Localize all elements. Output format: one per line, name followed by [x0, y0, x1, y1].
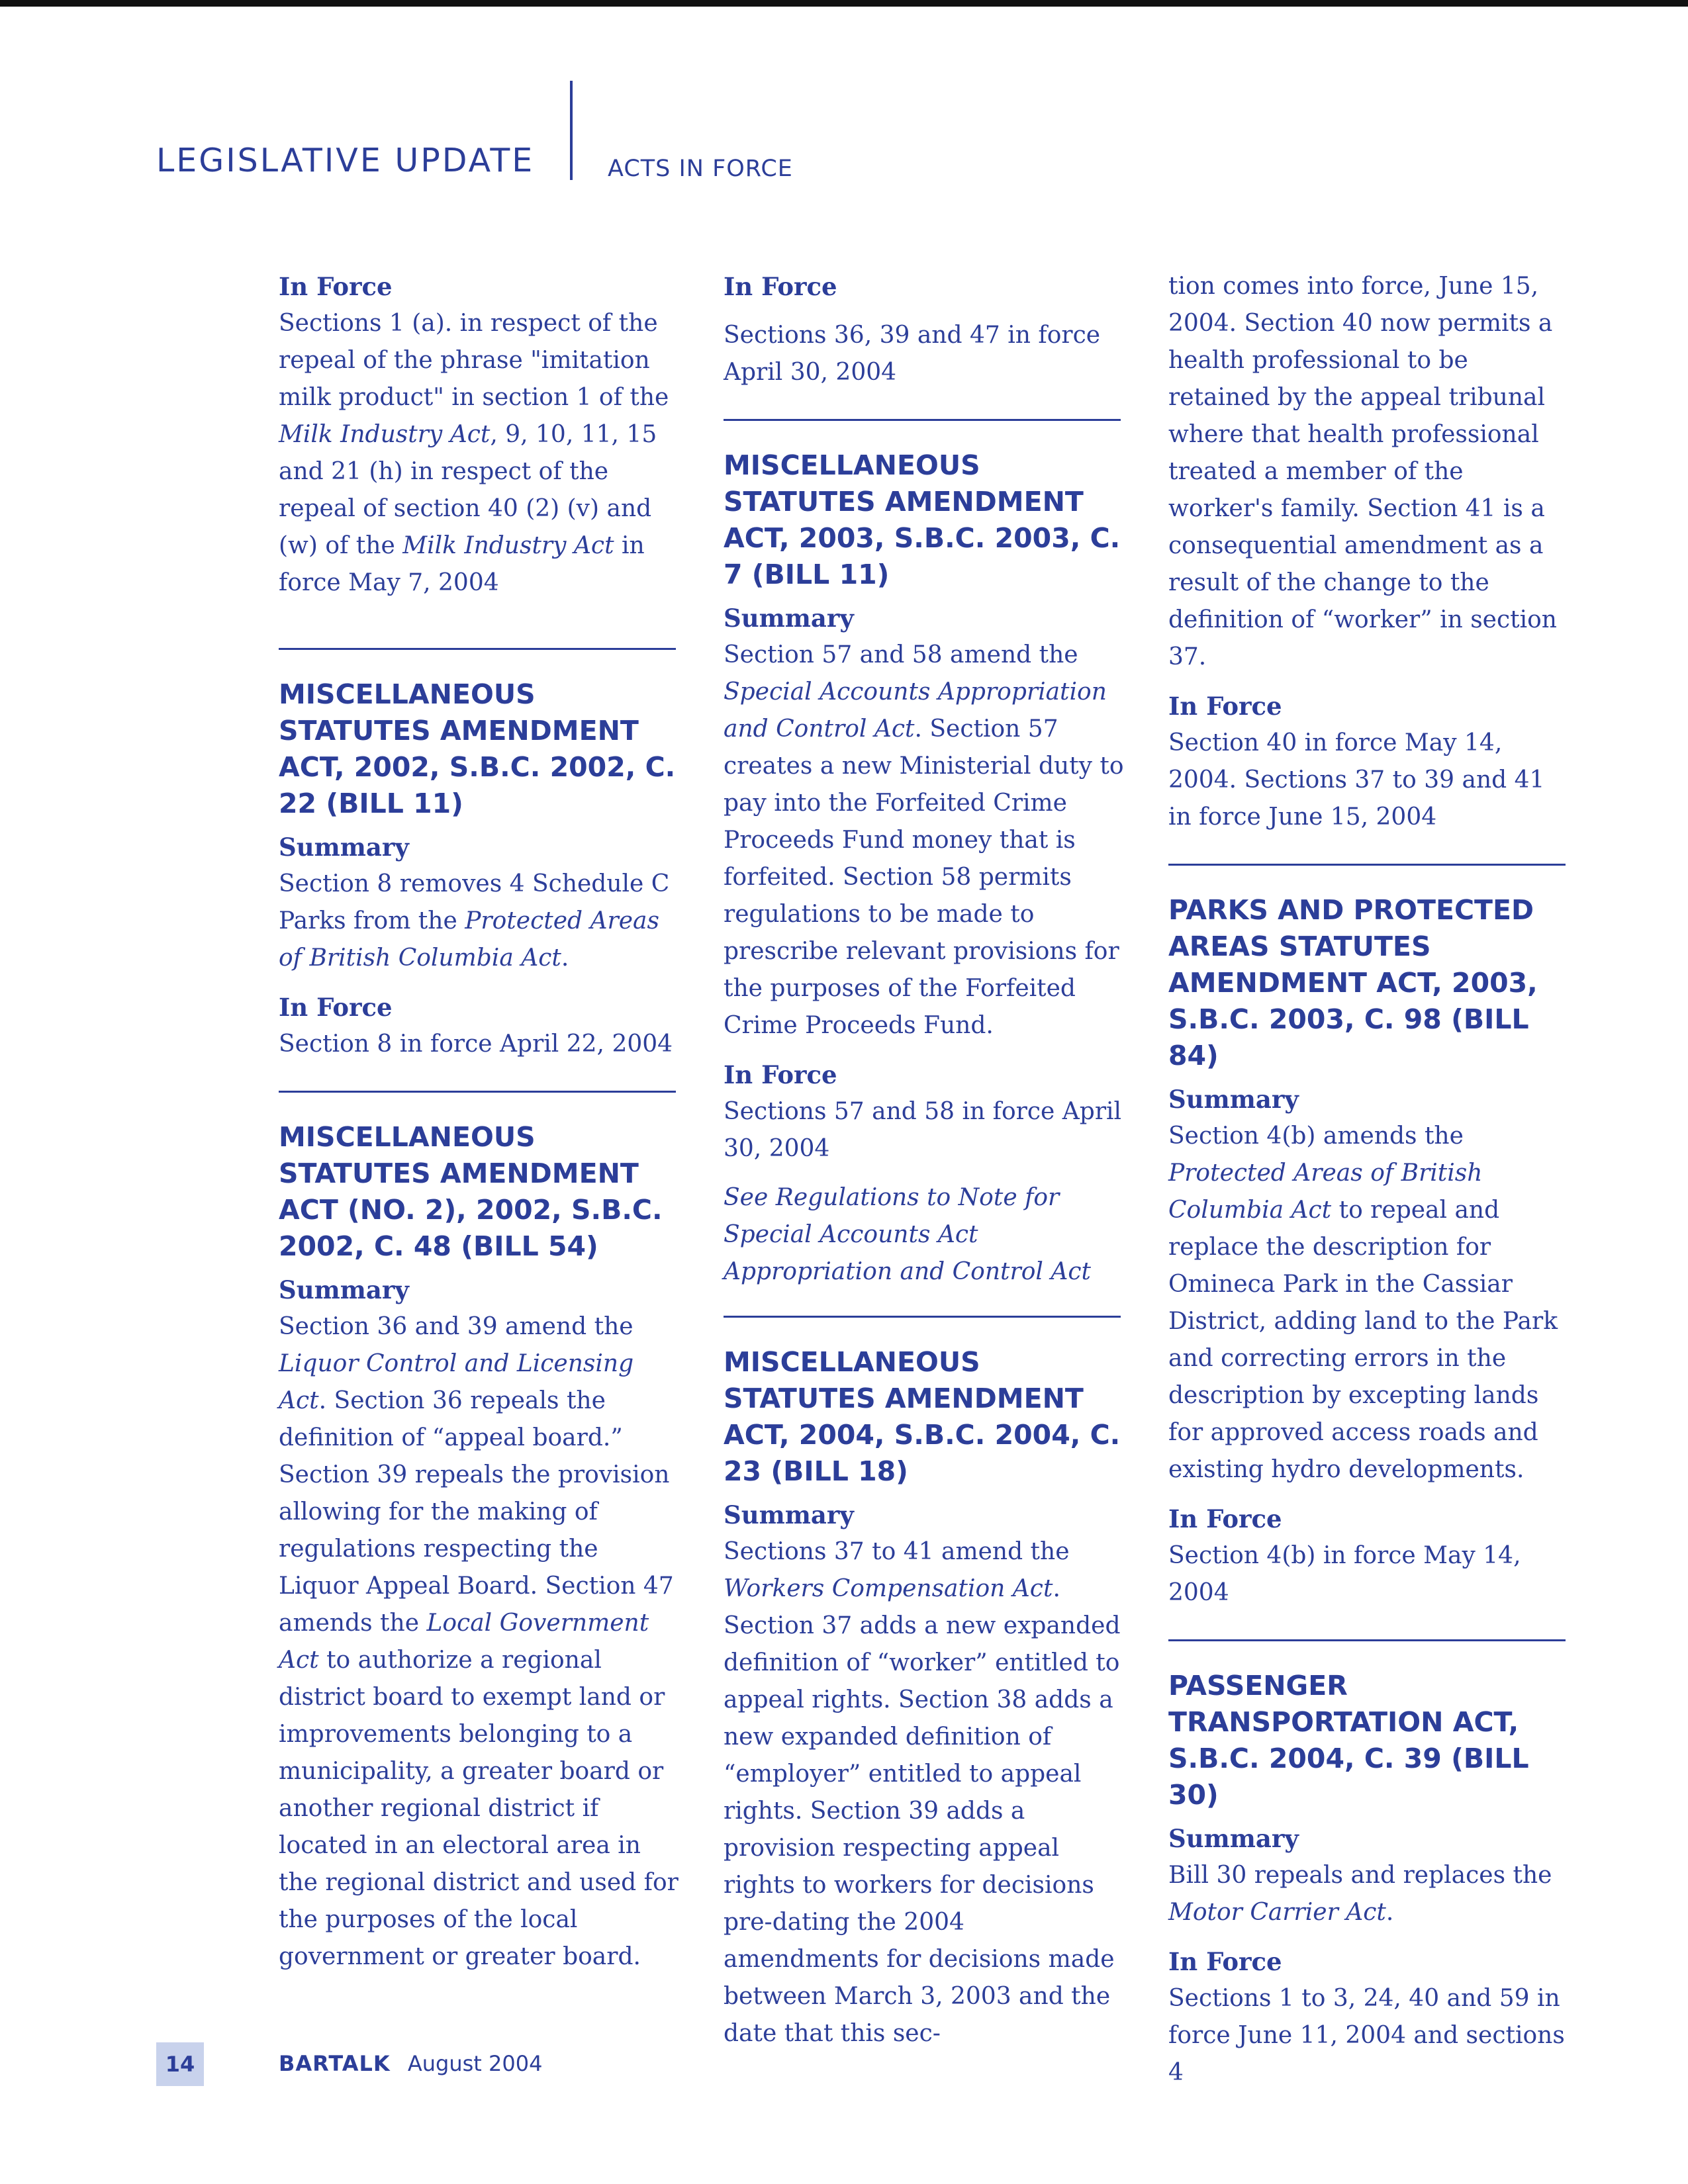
- summary-text: Section 36 and 39 amend the Liquor Control and Licensing Act. Section 36 repeals the definition of “appeal board.” Section 39 repeals the provision allowing for the making of regulations respecting the Liquor Appeal Board. Section 47 amends the Local Government Act to authorize a regional district board to exempt land or improvements belonging to a municipality, a greater board or another regional district if located in an electoral area in the regional district and used for the purposes of the local government or greater board.: [279, 1313, 679, 1970]
- summary-text: Bill 30 repeals and replaces the Motor Carrier Act.: [1168, 1862, 1552, 1926]
- in-force-label: In Force: [1168, 1504, 1282, 1533]
- in-force-label: In Force: [1168, 692, 1282, 721]
- in-force-text: Sections 1 to 3, 24, 40 and 59 in force June 11, 2004 and sections 4: [1168, 1985, 1565, 2086]
- in-force-text: Section 40 in force May 14, 2004. Sections 37 to 39 and 41 in force June 15, 2004: [1168, 729, 1545, 831]
- subsection-title: ACTS IN FORCE: [608, 156, 793, 182]
- regulations-note: See Regulations to Note for Special Accounts Act Appropriation and Control Act: [724, 1184, 1091, 1285]
- footer: [279, 2053, 542, 2074]
- summary-text: Section 4(b) amends the Protected Areas of British Columbia Act to repeal and replace the description for Omineca Park in the Cassiar District, adding land to the Park and correcting errors in the description by excepting lands for approved access roads and existing hydro developments.: [1168, 1122, 1558, 1483]
- in-force-label: In Force: [1168, 1947, 1282, 1976]
- top-edge-line: [0, 0, 1688, 7]
- summary-label: Summary: [1168, 1824, 1299, 1853]
- summary-label: Summary: [279, 833, 409, 862]
- act-block: [279, 676, 682, 1063]
- section-divider: [724, 419, 1121, 421]
- act-heading: MISCELLANEOUS STATUTES AMENDMENT ACT (NO. 2), 2002, S.B.C. 2002, C. 48 (BILL 54): [279, 1121, 663, 1262]
- header-divider: [570, 81, 573, 180]
- in-force-text: Section 8 in force April 22, 2004: [279, 1030, 673, 1058]
- act-heading: MISCELLANEOUS STATUTES AMENDMENT ACT, 2002, S.B.C. 2002, C. 22 (BILL 11): [279, 678, 676, 819]
- summary-text-continued: tion comes into force, June 15, 2004. Section 40 now permits a health professional to be retained by the appeal tribunal where that health professional treated a member of the worker's family. Section 41 is a consequential amendment as a result of the change to the definition of “worker” in section 37.: [1168, 273, 1557, 670]
- act-heading: PARKS AND PROTECTED AREAS STATUTES AMENDMENT ACT, 2003, S.B.C. 2003, C. 98 (BILL 84): [1168, 894, 1538, 1071]
- in-force-text: Section 4(b) in force May 14, 2004: [1168, 1542, 1521, 1606]
- section-title: LEGISLATIVE UPDATE: [156, 142, 535, 179]
- act-heading: MISCELLANEOUS STATUTES AMENDMENT ACT, 2003, S.B.C. 2003, C. 7 (BILL 11): [724, 449, 1121, 590]
- page-number: 14: [156, 2042, 204, 2086]
- summary-text: Section 57 and 58 amend the Special Accounts Appropriation and Control Act. Section 57 creates a new Ministerial duty to pay into the Forfeited Crime Proceeds Fund money that is forfeited. Section 58 permits regulations to be made to prescribe relevant provisions for the purposes of the Forfeited Crime Proceeds Fund.: [724, 641, 1124, 1039]
- in-force-text: Sections 57 and 58 in force April 30, 2004: [724, 1098, 1122, 1162]
- act-block: [1168, 892, 1572, 1612]
- section-divider: [724, 1316, 1121, 1318]
- act-continued-block: [1168, 268, 1572, 836]
- summary-label: Summary: [724, 604, 854, 633]
- summary-label: Summary: [1168, 1085, 1299, 1114]
- issue-date: August 2004: [407, 2051, 543, 2076]
- in-force-label: In Force: [724, 272, 837, 301]
- publication-name: BARTALK: [279, 2051, 391, 2076]
- act-heading: PASSENGER TRANSPORTATION ACT, S.B.C. 2004, C. 39 (BILL 30): [1168, 1670, 1529, 1811]
- in-force-label: In Force: [724, 1060, 837, 1089]
- column-1: [279, 268, 682, 1976]
- act-block: [724, 1344, 1127, 2052]
- section-divider: [279, 648, 676, 650]
- section-divider: [1168, 864, 1566, 866]
- act-in-force-block: [724, 268, 1127, 391]
- intro-in-force-block: [279, 268, 682, 602]
- in-force-label: In Force: [279, 993, 393, 1022]
- column-2: [724, 268, 1127, 2052]
- act-heading: MISCELLANEOUS STATUTES AMENDMENT ACT, 2004, S.B.C. 2004, C. 23 (BILL 18): [724, 1346, 1121, 1487]
- act-block: [279, 1119, 682, 1976]
- section-divider: [279, 1091, 676, 1093]
- section-divider: [1168, 1639, 1566, 1641]
- summary-text: Section 8 removes 4 Schedule C Parks from the Protected Areas of British Columbia Act.: [279, 870, 670, 972]
- column-3: [1168, 268, 1572, 2091]
- summary-label: Summary: [279, 1275, 409, 1304]
- in-force-text: Sections 1 (a). in respect of the repeal of the phrase "imitation milk product" in section 1 of the Milk Industry Act, 9, 10, 11, 15 and 21 (h) in respect of the repeal of section 40 (2) (v) and (w) of the Milk Industry Act in force May 7, 2004: [279, 310, 669, 596]
- summary-label: Summary: [724, 1500, 854, 1529]
- summary-text: Sections 37 to 41 amend the Workers Compensation Act. Section 37 adds a new expanded definition of “worker” entitled to appeal rights. Section 38 adds a new expanded definition of “employer” entitled to appeal rights. Section 39 adds a provision respecting appeal rights to workers for decisions pre-dating the 2004 amendments for decisions made between March 3, 2003 and the date that this sec-: [724, 1538, 1121, 2047]
- act-block: [724, 447, 1127, 1291]
- act-block: [1168, 1668, 1572, 2091]
- in-force-label: In Force: [279, 272, 393, 301]
- in-force-text: Sections 36, 39 and 47 in force April 30, 2004: [724, 322, 1101, 386]
